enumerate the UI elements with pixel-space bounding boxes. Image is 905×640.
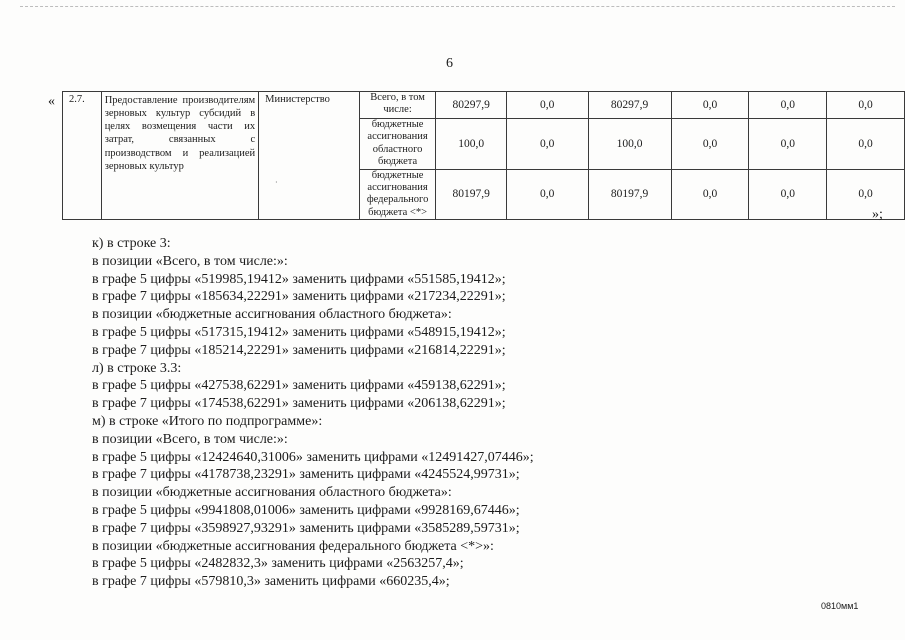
source-cell: Всего, в том числе: xyxy=(359,92,436,119)
value-cell: 0,0 xyxy=(671,119,749,170)
instruction-line: в позиции «Всего, в том числе:»: xyxy=(92,253,288,269)
instruction-line: в графе 7 цифры «185214,22291» заменить цифрами «216814,22291»; xyxy=(92,342,506,358)
source-cell: бюджетные ассигнования областного бюджета xyxy=(359,119,436,170)
source-cell: бюджетные ассигнования федерального бюджета <*> xyxy=(359,169,436,220)
value-cell: 0,0 xyxy=(827,169,905,220)
value-cell: 0,0 xyxy=(749,119,827,170)
value-cell: 0,0 xyxy=(827,119,905,170)
amendment-table xyxy=(62,91,905,220)
instruction-line: в графе 5 цифры «9941808,01006» заменить цифрами «9928169,67446»; xyxy=(92,502,520,518)
instruction-line: в графе 7 цифры «579810,3» заменить цифрами «660235,4»; xyxy=(92,574,450,590)
table-row xyxy=(63,92,905,119)
value-cell: 0,0 xyxy=(749,169,827,220)
instruction-line: в позиции «Всего, в том числе:»: xyxy=(92,431,288,447)
instruction-line: в графе 5 цифры «517315,19412» заменить цифрами «548915,19412»; xyxy=(92,324,506,340)
instruction-line: в графе 7 цифры «174538,62291» заменить цифрами «206138,62291»; xyxy=(92,396,506,412)
scan-top-edge xyxy=(20,6,895,7)
scan-speck: · xyxy=(275,178,278,187)
closing-quote: »; xyxy=(872,207,883,222)
instruction-line: в графе 7 цифры «185634,22291» заменить цифрами «217234,22291»; xyxy=(92,289,506,305)
instruction-line: в графе 5 цифры «519985,19412» заменить цифрами «551585,19412»; xyxy=(92,271,506,287)
value-cell: 80297,9 xyxy=(588,92,671,119)
value-cell: 0,0 xyxy=(671,92,749,119)
value-cell: 0,0 xyxy=(506,92,588,119)
value-cell: 0,0 xyxy=(506,119,588,170)
page-number: 6 xyxy=(446,56,453,71)
value-cell: 80197,9 xyxy=(436,169,506,220)
value-cell: 0,0 xyxy=(827,92,905,119)
instruction-line: л) в строке 3.3: xyxy=(92,360,182,376)
instruction-line: в позиции «бюджетные ассигнования областного бюджета»: xyxy=(92,485,452,501)
value-cell: 100,0 xyxy=(588,119,671,170)
executor-cell: Министерство xyxy=(259,92,360,220)
amendment-instructions xyxy=(92,235,882,591)
value-cell: 80297,9 xyxy=(436,92,506,119)
document-code: 0810мм1 xyxy=(821,601,859,611)
row-number-cell: 2.7. xyxy=(63,92,102,220)
value-cell: 80197,9 xyxy=(588,169,671,220)
instruction-line: в графе 5 цифры «12424640,31006» заменить цифрами «12491427,07446»; xyxy=(92,449,534,465)
value-cell: 0,0 xyxy=(671,169,749,220)
value-cell: 0,0 xyxy=(506,169,588,220)
instruction-line: в позиции «бюджетные ассигнования областного бюджета»: xyxy=(92,307,452,323)
instruction-line: в позиции «бюджетные ассигнования федерального бюджета <*>»: xyxy=(92,538,494,554)
value-cell: 100,0 xyxy=(436,119,506,170)
instruction-line: в графе 5 цифры «2482832,3» заменить цифрами «2563257,4»; xyxy=(92,556,464,572)
opening-quote: « xyxy=(48,94,55,109)
value-cell: 0,0 xyxy=(749,92,827,119)
instruction-line: в графе 7 цифры «3598927,93291» заменить цифрами «3585289,59731»; xyxy=(92,520,520,536)
measure-description: Предоставление производителям зерновых культур субсидий в целях возмещения части их затрат, связанных с производством и реализацией зерновых культур xyxy=(101,92,258,220)
instruction-line: м) в строке «Итого по подпрограмме»: xyxy=(92,413,323,429)
instruction-line: в графе 5 цифры «427538,62291» заменить цифрами «459138,62291»; xyxy=(92,378,506,394)
instruction-line: к) в строке 3: xyxy=(92,236,171,251)
instruction-line: в графе 7 цифры «4178738,23291» заменить цифрами «4245524,99731»; xyxy=(92,467,520,483)
